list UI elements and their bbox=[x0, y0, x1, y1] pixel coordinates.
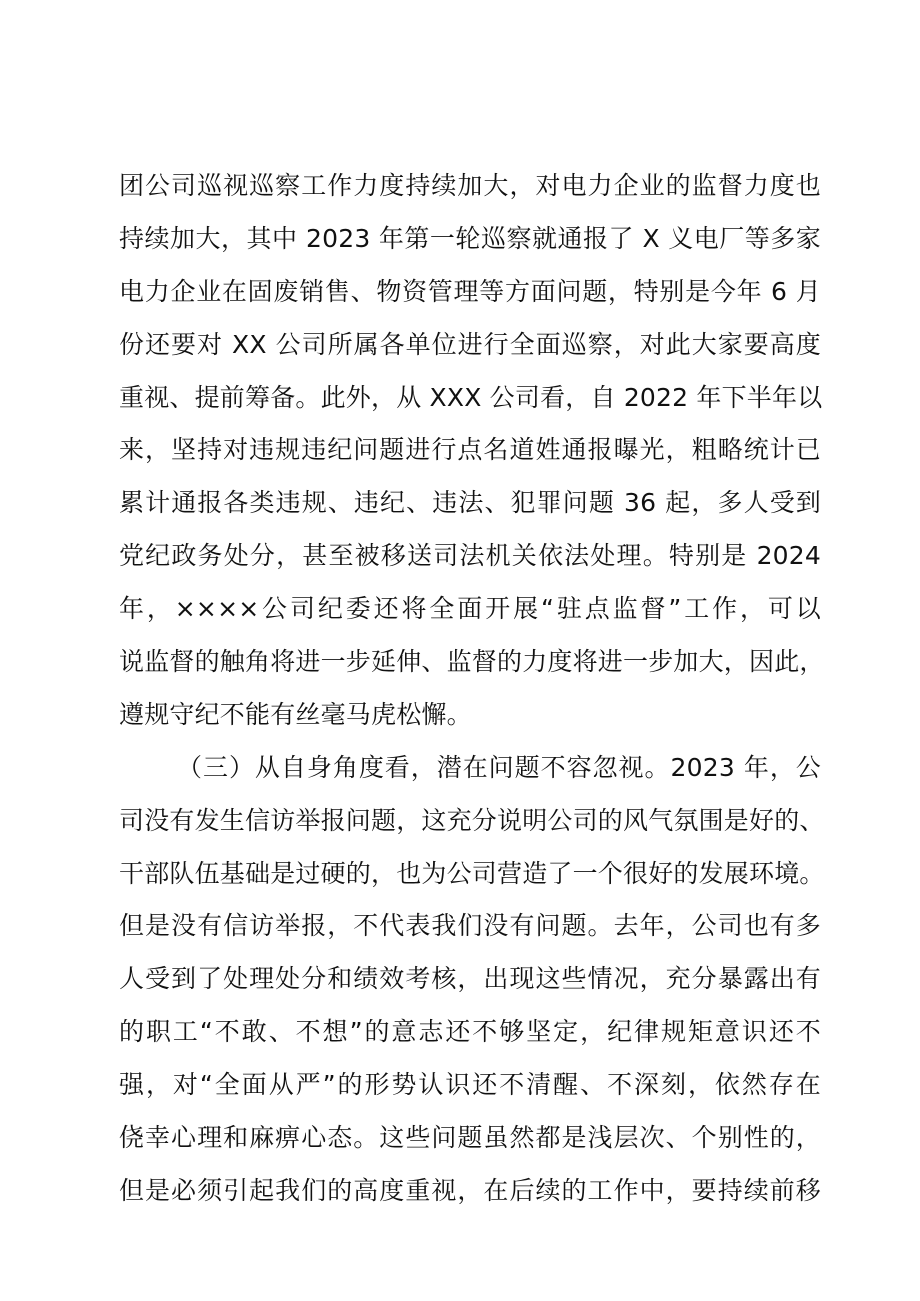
paragraph-1-line-4: 份还要对 XX 公司所属各单位进行全面巡察，对此大家要高度 bbox=[119, 329, 821, 359]
paragraph-2-line-4: 但是没有信访举报，不代表我们没有问题。去年，公司也有多 bbox=[119, 911, 821, 941]
paragraph-2-line-7: 强，对“全面从严”的形势认识还不清醒、不深刻，依然存在 bbox=[119, 1070, 821, 1100]
paragraph-1-line-6: 来，坚持对违规违纪问题进行点名道姓通报曝光，粗略统计已 bbox=[119, 435, 821, 465]
paragraph-1-line-11: 遵规守纪不能有丝毫马虎松懈。 bbox=[119, 699, 472, 729]
paragraph-2-line-1: （三）从自身角度看，潜在问题不容忽视。2023 年，公 bbox=[177, 752, 821, 782]
paragraph-2-line-8: 侥幸心理和麻痹心态。这些问题虽然都是浅层次、个别性的， bbox=[119, 1123, 821, 1153]
paragraph-1-line-2: 持续加大，其中 2023 年第一轮巡察就通报了 X 义电厂等多家 bbox=[119, 223, 821, 253]
paragraph-1-line-3: 电力企业在固废销售、物资管理等方面问题，特别是今年 6 月 bbox=[119, 276, 821, 306]
paragraph-1-line-1: 团公司巡视巡察工作力度持续加大，对电力企业的监督力度也 bbox=[119, 171, 821, 200]
paragraph-2-line-6: 的职工“不敢、不想”的意志还不够坚定，纪律规矩意识还不 bbox=[119, 1017, 821, 1047]
paragraph-1-line-5: 重视、提前筹备。此外，从 XXX 公司看，自 2022 年下半年以 bbox=[119, 382, 823, 412]
paragraph-1-line-10: 说监督的触角将进一步延伸、监督的力度将进一步加大，因此， bbox=[119, 647, 825, 677]
paragraph-1-line-8: 党纪政务处分，甚至被移送司法机关依法处理。特别是 2024 bbox=[119, 541, 821, 571]
paragraph-1-line-9: 年，××××公司纪委还将全面开展“驻点监督”工作，可以 bbox=[119, 594, 821, 624]
paragraph-2-line-5: 人受到了处理处分和绩效考核，出现这些情况，充分暴露出有 bbox=[119, 964, 821, 994]
paragraph-2-line-3: 干部队伍基础是过硬的，也为公司营造了一个很好的发展环境。 bbox=[119, 858, 825, 888]
paragraph-2-line-2: 司没有发生信访举报问题，这充分说明公司的风气氛围是好的、 bbox=[119, 805, 825, 835]
document-body bbox=[119, 160, 825, 1218]
paragraph-1-line-7: 累计通报各类违规、违纪、违法、犯罪问题 36 起，多人受到 bbox=[119, 488, 821, 518]
paragraph-2-line-9: 但是必须引起我们的高度重视，在后续的工作中，要持续前移 bbox=[119, 1175, 821, 1205]
